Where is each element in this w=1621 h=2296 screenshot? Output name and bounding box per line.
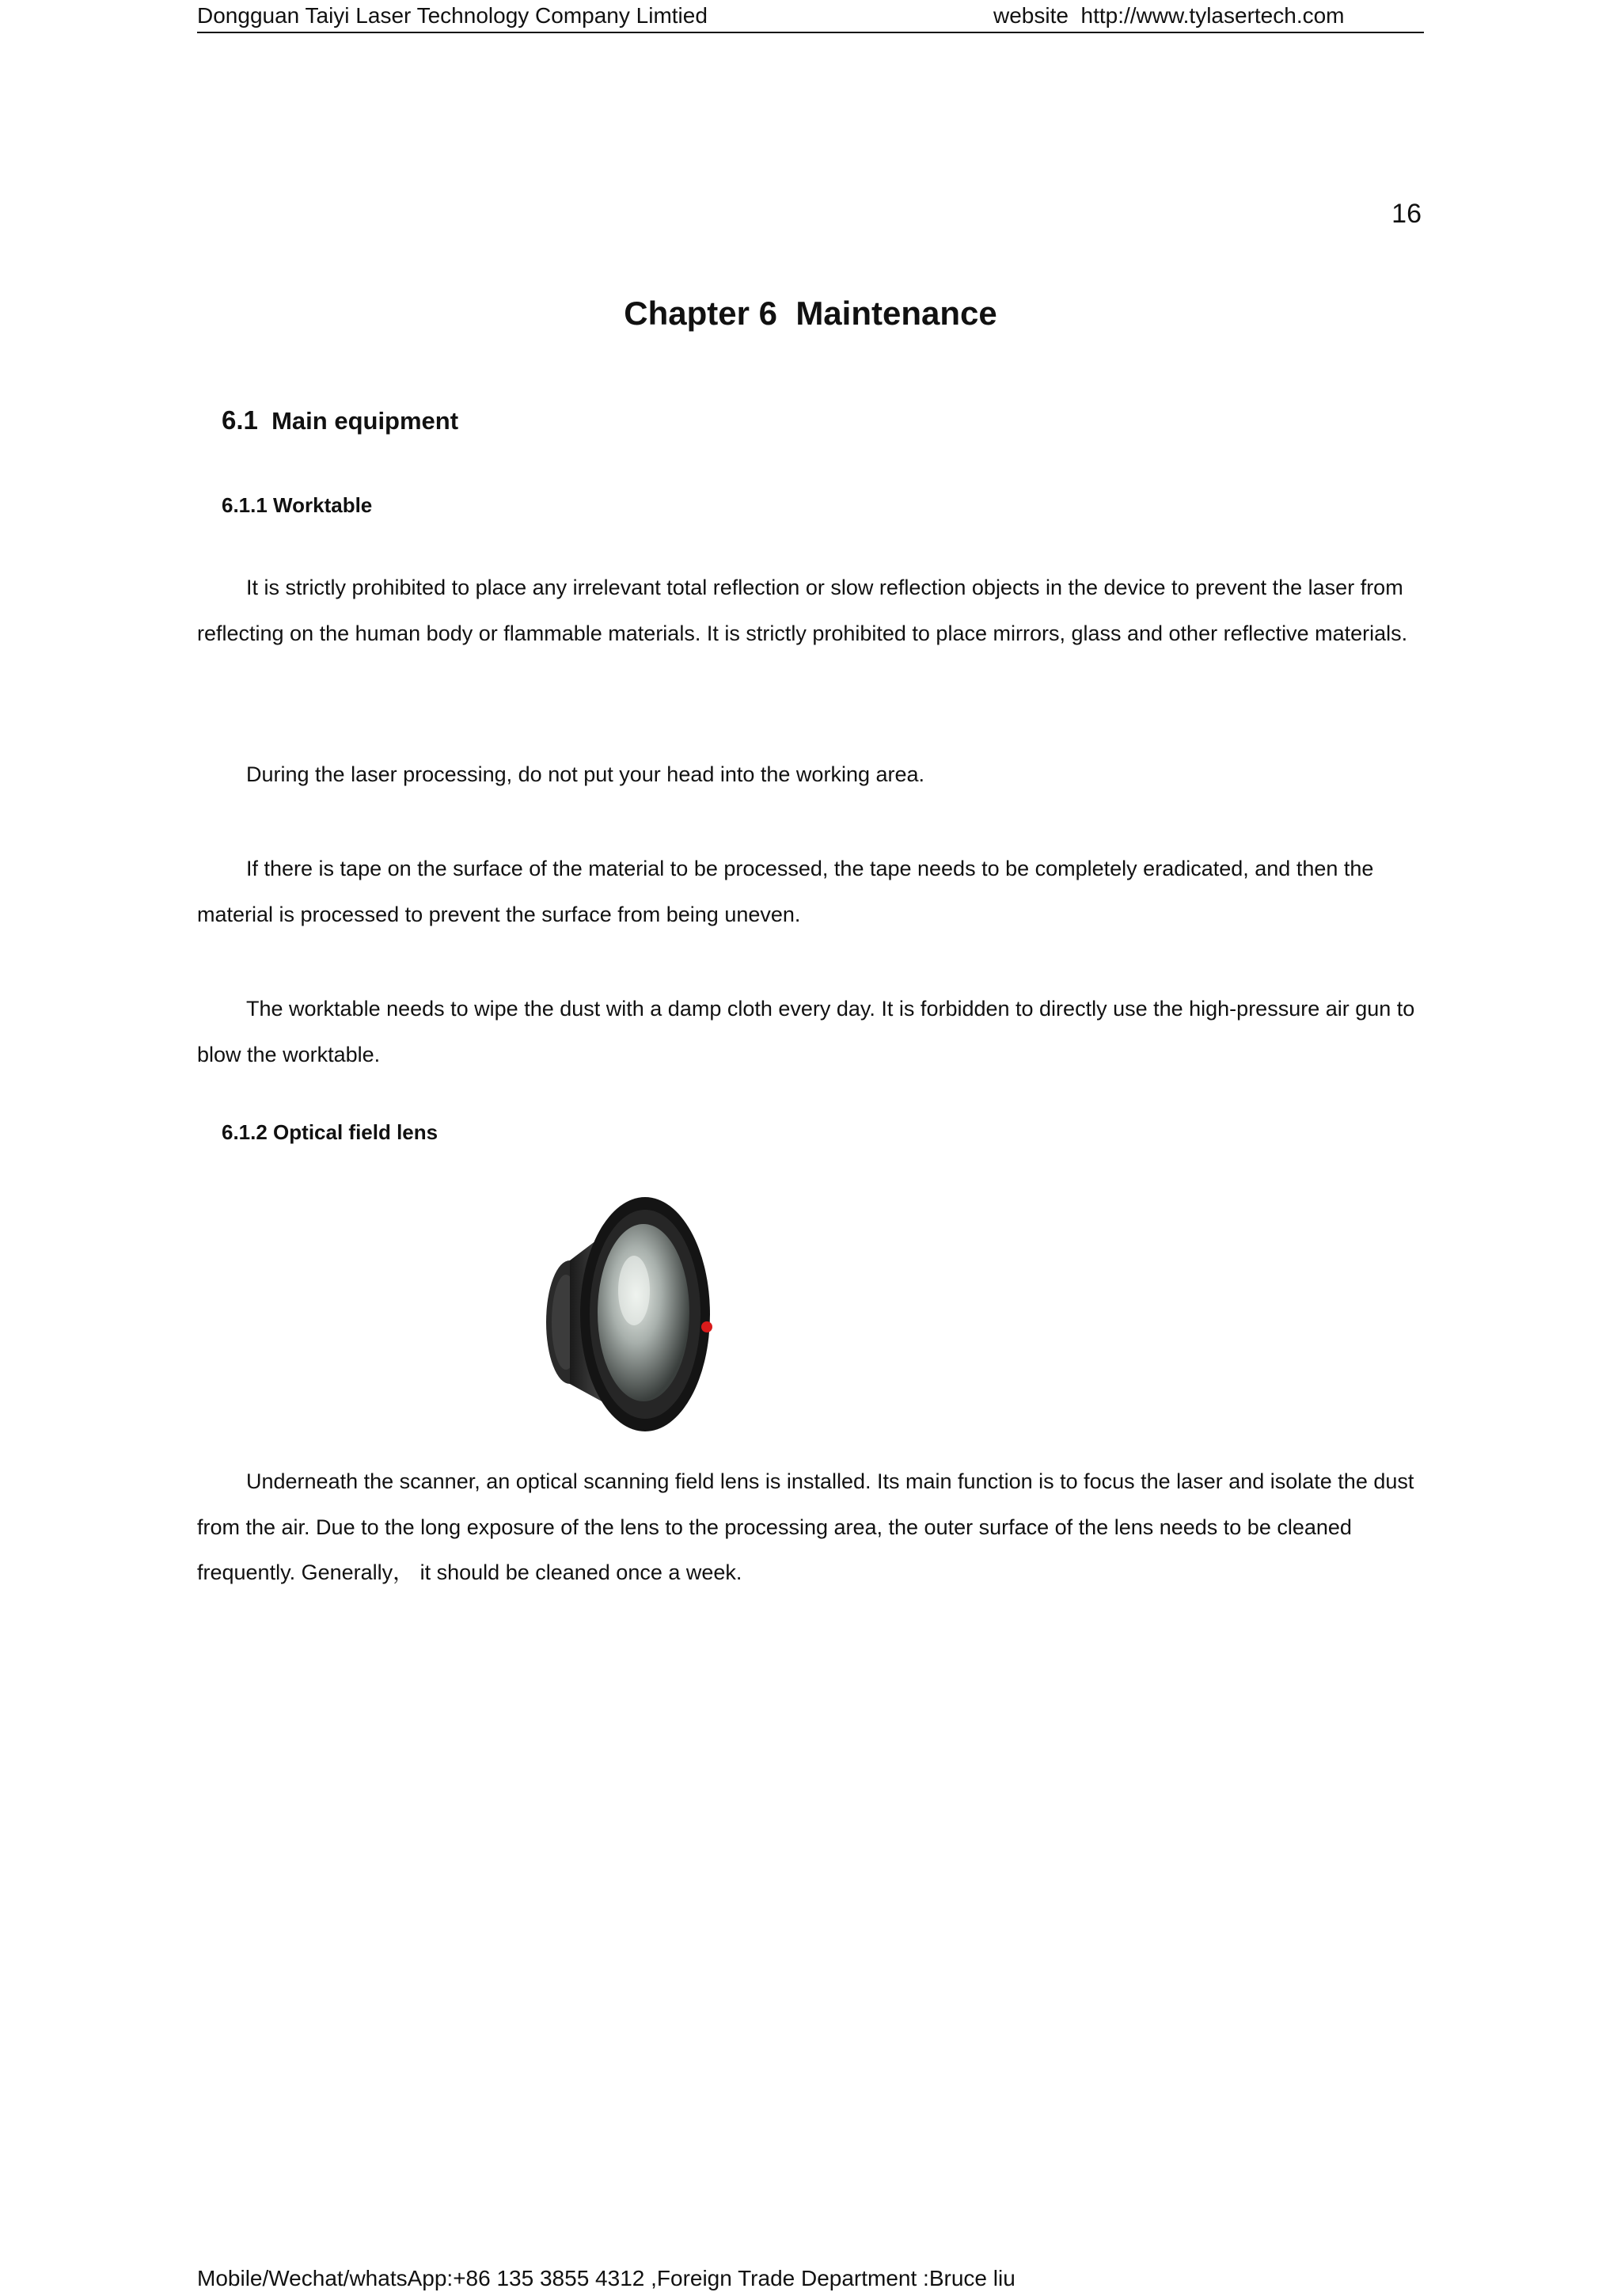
paragraph-dust-cleaning: The worktable needs to wipe the dust with a damp cloth every day. It is forbidden to directly use the high-pressure air gun to blow the worktable. — [197, 997, 1415, 1066]
header-rule — [197, 32, 1424, 33]
field-lens-image — [526, 1188, 732, 1441]
section-title: Main equipment — [271, 407, 459, 435]
paragraph-reflection-warning: It is strictly prohibited to place any irrelevant total reflection or slow reflection objects in the device to prevent the laser from reflecting on the human body or flammable materials. It is strictly prohibited to place mirrors, glass and other reflective materials. — [197, 576, 1408, 645]
section-number: 6.1 — [222, 405, 258, 435]
page-number: 16 — [1391, 199, 1422, 229]
subsection-title-field-lens: 6.1.2 Optical field lens — [222, 1120, 438, 1144]
footer-contact: Mobile/Wechat/whatsApp:+86 135 3855 4312 ,Foreign Trade Department :Bruce liu — [197, 2266, 1015, 2290]
paragraph-field-lens: Underneath the scanner, an optical scanning field lens is installed. Its main function is to focus the laser and isolate the dust from the air. Due to the long exposure of the lens to the processing area, the outer surface of the lens needs to be cleaned frequently. Generally， it should be cleaned once a week. — [197, 1469, 1414, 1584]
paragraph-head-warning: During the laser processing, do not put your head into the working area. — [246, 762, 925, 786]
subsection-title-worktable: 6.1.1 Worktable — [222, 493, 373, 517]
header-website: website http://www.tylasertech.com — [993, 3, 1345, 28]
section-heading — [222, 404, 458, 438]
chapter-title: Chapter 6 Maintenance — [624, 295, 997, 332]
paragraph-tape-removal: If there is tape on the surface of the material to be processed, the tape needs to be completely eradicated, and then the material is processed to prevent the surface from being uneven. — [197, 857, 1374, 926]
header-company: Dongguan Taiyi Laser Technology Company Limtied — [197, 3, 708, 28]
